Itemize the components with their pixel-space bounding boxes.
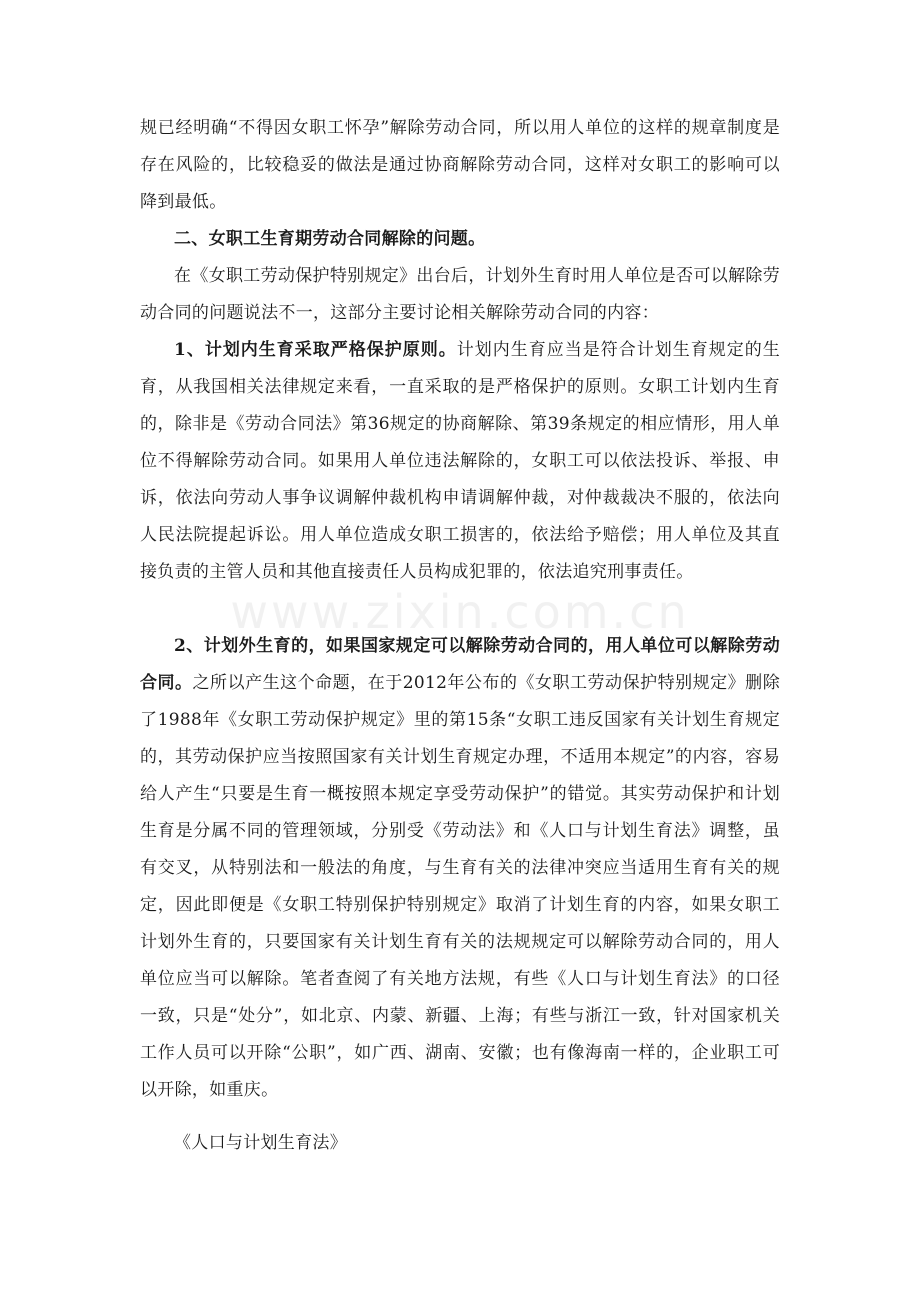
point-2-text [140, 628, 780, 1109]
section-heading-text: 二、女职工生育期劳动合同解除的问题。 [174, 229, 486, 249]
footer-title: 《人口与计划生育法》 [174, 1133, 347, 1153]
point-1-text [140, 332, 780, 591]
point-1-heading: 1、计划内生育采取严格保护原则。 [174, 340, 457, 360]
point-2-paragraph [140, 628, 780, 1109]
point-1-body: 计划内生育应当是符合计划生育规定的生育，从我国相关法律规定来看，一直采取的是严格保护的原则。女职工计划内生育的，除非是《劳动合同法》第36规定的协商解除、第39条规定的相应情形，用人单位不得解除劳动合同。如果用人单位违法解除的，女职工可以依法投诉、举报、申诉，依法向劳动人事争议调解仲裁机构申请调解仲裁，对仲裁裁决不服的，依法向人民法院提起诉讼。用人单位造成女职工损害的，依法给予赔偿；用人单位及其直接负责的主管人员和其他直接责任人员构成犯罪的，依法追究刑事责任。 [140, 340, 780, 582]
paragraph-continuation [140, 110, 780, 221]
section-heading [140, 221, 780, 258]
point-2-heading: 2、计划外生育的，如果国家规定可以解除劳动合同的，用人单位可以解除劳动合同。 [140, 636, 780, 693]
intro-paragraph-text: 在《女职工劳动保护特别规定》出台后，计划外生育时用人单位是否可以解除劳动合同的问题说法不一，这部分主要讨论相关解除劳动合同的内容： [140, 266, 780, 323]
watermark: www.zixin.com.cn [230, 585, 690, 639]
point-1-paragraph [140, 332, 780, 591]
intro-paragraph [140, 258, 780, 332]
point-2-body: 之所以产生这个命题，在于2012年公布的《女职工劳动保护特别规定》删除了1988年《女职工劳动保护规定》里的第15条“女职工违反国家有关计划生育规定的，其劳动保护应当按照国家有关计划生育规定办理，不适用本规定”的内容，容易给人产生“只要是生育一概按照本规定享受劳动保护”的错觉。其实劳动保护和计划生育是分属不同的管理领域，分别受《劳动法》和《人口与计划生育法》调整，虽有交叉，从特别法和一般法的角度，与生育有关的法律冲突应当适用生育有关的规定，因此即便是《女职工特别保护特别规定》取消了计划生育的内容，如果女职工计划外生育的，只要国家有关计划生育有关的法规规定可以解除劳动合同的，用人单位应当可以解除。笔者查阅了有关地方法规，有些《人口与计划生育法》的口径一致，只是“处分”，如北京、内蒙、新疆、上海；有些与浙江一致，针对国家机关工作人员可以开除“公职”，如广西、湖南、安徽；也有像海南一样的，企业职工可以开除，如重庆。 [140, 673, 780, 1100]
paragraph-text: 规已经明确“不得因女职工怀孕”解除劳动合同，所以用人单位的这样的规章制度是存在风险的，比较稳妥的做法是通过协商解除劳动合同，这样对女职工的影响可以降到最低。 [140, 118, 780, 212]
